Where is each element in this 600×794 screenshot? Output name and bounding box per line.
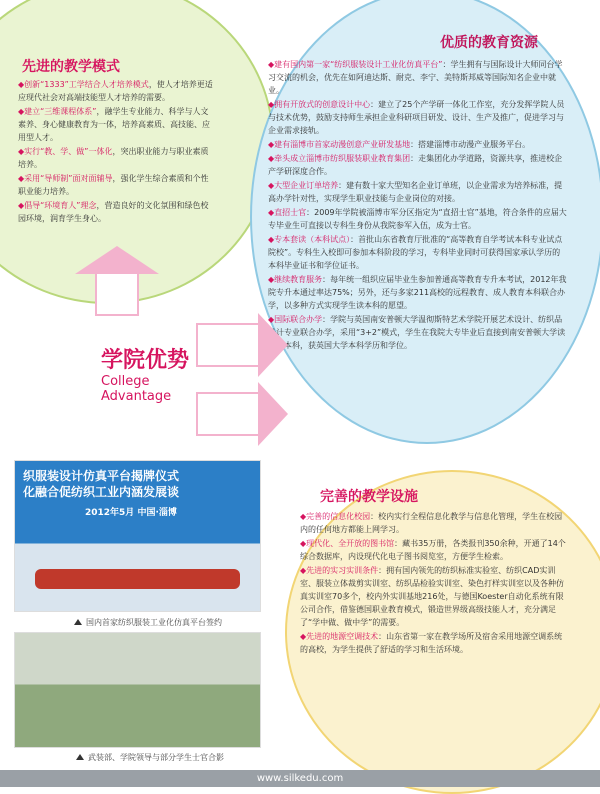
section2-item: ◆建有国内第一家“纺织服装设计工业化仿真平台”：学生拥有与国际设计大师同台学习交流的机会，优先在如阿迪达斯、耐克、李宁、美特斯邦威等国际知名企业中就业。	[268, 60, 563, 95]
section1-item: ◆倡导“环境育人”理念，营造良好的文化氛围和绿色校园环境，润育学生身心。	[18, 201, 209, 223]
arrow-right-icon	[196, 392, 260, 436]
section1-list	[18, 78, 213, 226]
triangle-icon	[74, 619, 82, 625]
flower-decoration	[35, 569, 240, 589]
section2-item: ◆大型企业订单培养：建有数十家大型知名企业订单班，以企业需求为培养标准，提高办学针对性，实现学生职业技能与企业岗位的对接。	[268, 181, 563, 203]
section3-item: ◆先进的地源空调技术：山东省第一家在教学场所及宿舍采用地源空调系统的高校，为学生提供了舒适的学习和生活环境。	[300, 632, 563, 654]
section2-item: ◆专本套读（本科试点）：首批山东省教育厅批准的“高等教育自学考试本科专业试点院校”。专科生入校即可参加本科阶段的学习，专科毕业同时可获得国家承认学历的本科毕业证书和学位证书。	[268, 235, 563, 270]
section3-title: 完善的教学设施	[320, 489, 418, 505]
section1-item: ◆创新“1333”工学结合人才培养模式，使人才培养更适应现代社会对高端技能型人才培养的需要。	[18, 80, 213, 102]
advantage-en2: Advantage	[101, 389, 172, 404]
section3-item: ◆先进的实习实训条件：拥有国内领先的纺织标准实验室、纺织CAD实训室、服装立体裁剪实训室、纺织品检验实训室、染色打样实训室以及各种仿真实训室70多个，校内外实训基地216处，与德国Koester自动化系统有限公司合作，借鉴德国职业教育模式，锻造世界级高级技能人才，充分满足了“学中做、做中学”的需要。	[300, 566, 564, 627]
section2-item: ◆牵头成立淄博市纺织服装职业教育集团：走集团化办学道路，资源共享，推进校企产学研深度合作。	[268, 154, 563, 176]
section2-list	[268, 58, 568, 353]
signing-ceremony-photo	[14, 460, 261, 612]
section1-title: 先进的教学模式	[22, 59, 120, 75]
section2-item: 国际联合办学：学院与英国南安普顿大学温彻斯特艺术学院开展艺术设计、纺织品设计专业联合办学，采用“3+2”模式，学生在我院大专毕业后直接到南安普顿大学读两年本科，获英国大学本科学历和学位。	[268, 315, 566, 350]
photo-banner-line2: 化融合促纺织工业内涵发展谈	[23, 485, 180, 499]
footer-url: www.silkedu.com	[0, 770, 600, 787]
section2-item: ◆建有淄博市首家动漫创意产业研发基地：搭建淄博市动漫产业服务平台。	[268, 140, 531, 149]
advantage-cn: 学院优势	[101, 348, 190, 373]
triangle-icon	[76, 754, 84, 760]
arrow-right-icon	[196, 323, 260, 367]
section1-item: ◆实行“教、学、做”一体化，突出职业能力与职业素质培养。	[18, 147, 209, 169]
section2-title: 优质的教育资源	[440, 35, 538, 51]
section3-item: ◆完善的信息化校园：校内实行全程信息化教学与信息化管理，学生在校园内的任何地方都能上网学习。	[300, 512, 563, 534]
photo2-caption: 武装部、学院领导与部分学生士官合影	[76, 752, 224, 763]
photo-banner-date: 2012年5月 中国·淄博	[85, 508, 177, 518]
arrow-up-icon	[95, 272, 139, 316]
section3-list	[300, 510, 568, 657]
section1-item: ◆建立“三维课程体系”，融学生专业能力、科学与人文素养、身心健康教育为一体，培养高素质、高技能、应用型人才。	[18, 107, 210, 142]
section2-item: ◆继续教育服务：每年统一组织应届毕业生参加普通高等教育专升本考试，2012年我院专升本通过率达75%；另外，还与多家211高校的远程教育、成人教育本科联合办学，以多种方式实现学生读本科的愿望。	[268, 275, 567, 310]
section2-item: ◆直招士官：2009年学院被淄博市军分区指定为“直招士官”基地，符合条件的应届大专毕业生可直接以专科生身份从我院参军入伍，成为士官。	[268, 208, 567, 230]
college-advantage-label	[101, 343, 205, 404]
section2-item: ◆拥有开放式的创意设计中心：建立了25个产学研一体化工作室，充分发挥学院人员与技术优势，鼓励支持师生承担企业科研项目研发、设计、生产及推广，促进学习与企业需求接轨。	[268, 100, 565, 135]
group-photo	[14, 632, 261, 748]
section3-item: ◆现代化、全开放的图书馆：藏书35万册，各类报刊350余种，开通了14个综合数据库，内设现代化电子图书阅览室，方便学生检索。	[300, 539, 566, 561]
advantage-en1: College	[101, 374, 150, 389]
photo-banner-line1: 织服装设计仿真平台揭牌仪式	[23, 469, 180, 483]
photo1-caption: 国内首家纺织服装工业化仿真平台签约	[74, 617, 222, 628]
section1-item: ◆采用“导师制”面对面辅导，强化学生综合素质和个性职业能力培养。	[18, 174, 209, 196]
